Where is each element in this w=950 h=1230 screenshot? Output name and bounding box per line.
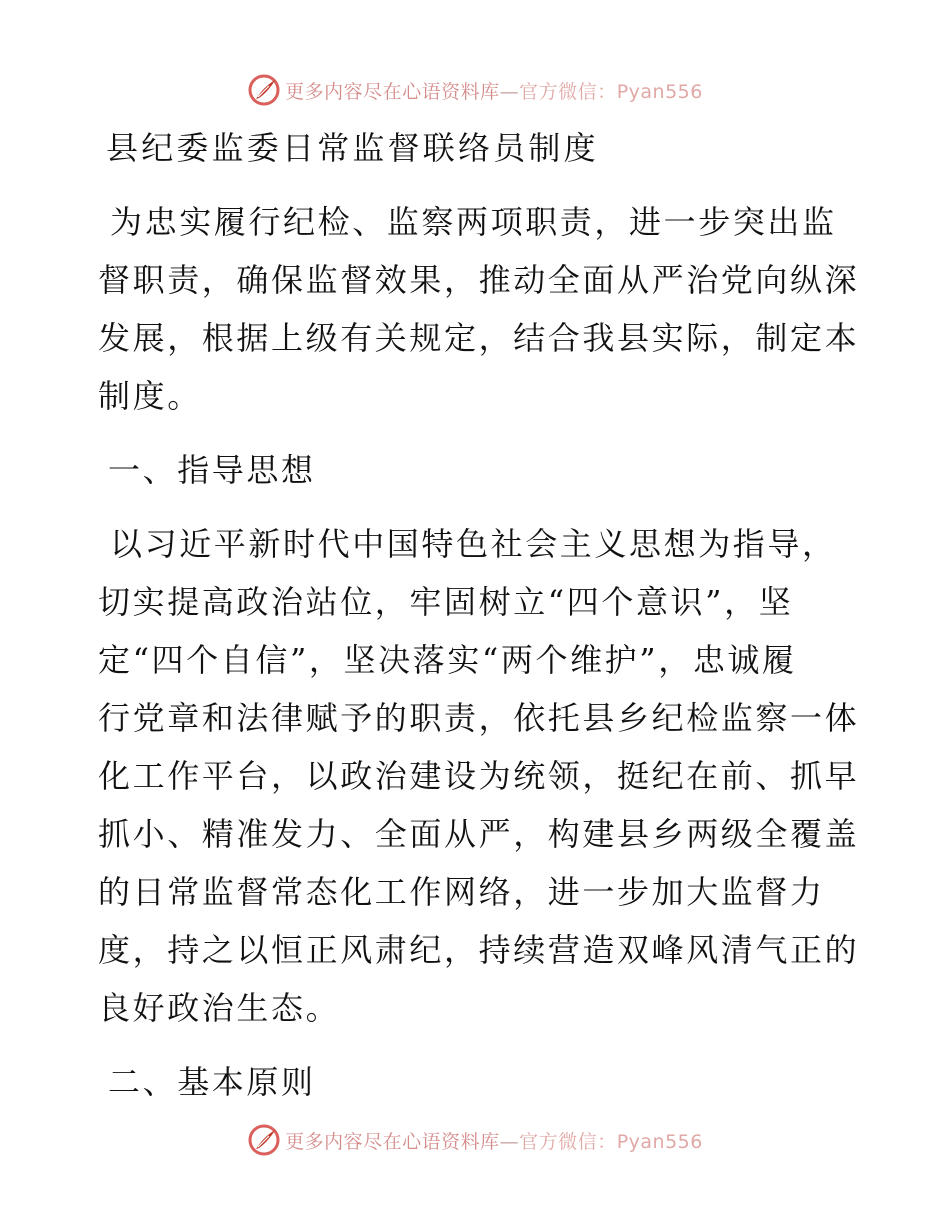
feather-circle-logo-icon: [247, 1123, 281, 1157]
watermark-wechat-id: Pyan556: [616, 1130, 703, 1153]
watermark-text: [285, 77, 703, 104]
paragraph-line: 切实提高政治站位，牢固树立“四个意识”，坚: [98, 583, 794, 621]
paragraph-line: 的日常监督常态化工作网络，进一步加大监督力: [98, 873, 825, 911]
paragraph-line: 为忠实履行纪检、监察两项职责，进一步突出监: [110, 203, 837, 241]
paragraph-line: 制度。: [98, 377, 202, 415]
paragraph-line: 定“四个自信”，坚决落实“两个维护”，忠诚履: [98, 641, 797, 679]
watermark-wechat-label: 官方微信：: [519, 80, 617, 103]
paragraph-line: 发展，根据上级有关规定，结合我县实际，制定本: [98, 319, 860, 357]
watermark-brand: 更多内容尽在心语资料库: [285, 80, 500, 103]
paragraph-line: 度，持之以恒正风肃纪，持续营造双峰风清气正的: [98, 931, 860, 969]
watermark-header: [0, 70, 950, 110]
paragraph-line: 督职责，确保监督效果，推动全面从严治党向纵深: [98, 261, 860, 299]
watermark-brand: 更多内容尽在心语资料库: [285, 1130, 500, 1153]
watermark-wechat-id: Pyan556: [616, 80, 703, 103]
watermark-dash: —: [499, 1130, 520, 1153]
paragraph-line: 行党章和法律赋予的职责，依托县乡纪检监察一体: [98, 699, 860, 737]
watermark-footer: [0, 1120, 950, 1160]
section-heading-guiding-thought: 一、指导思想: [108, 451, 316, 489]
paragraph-line: 化工作平台，以政治建设为统领，挺纪在前、抓早: [98, 757, 860, 795]
watermark-text: [285, 1127, 703, 1154]
document-title: 县纪委监委日常监督联络员制度: [106, 129, 599, 167]
feather-circle-logo-icon: [247, 73, 281, 107]
paragraph-line: 良好政治生态。: [98, 989, 341, 1027]
paragraph-line: 抓小、精准发力、全面从严，构建县乡两级全覆盖: [98, 815, 860, 853]
watermark-dash: —: [499, 80, 520, 103]
watermark-wechat-label: 官方微信：: [519, 1130, 617, 1153]
section-heading-basic-principles: 二、基本原则: [108, 1063, 316, 1101]
paragraph-line: 以习近平新时代中国特色社会主义思想为指导，: [110, 525, 837, 563]
